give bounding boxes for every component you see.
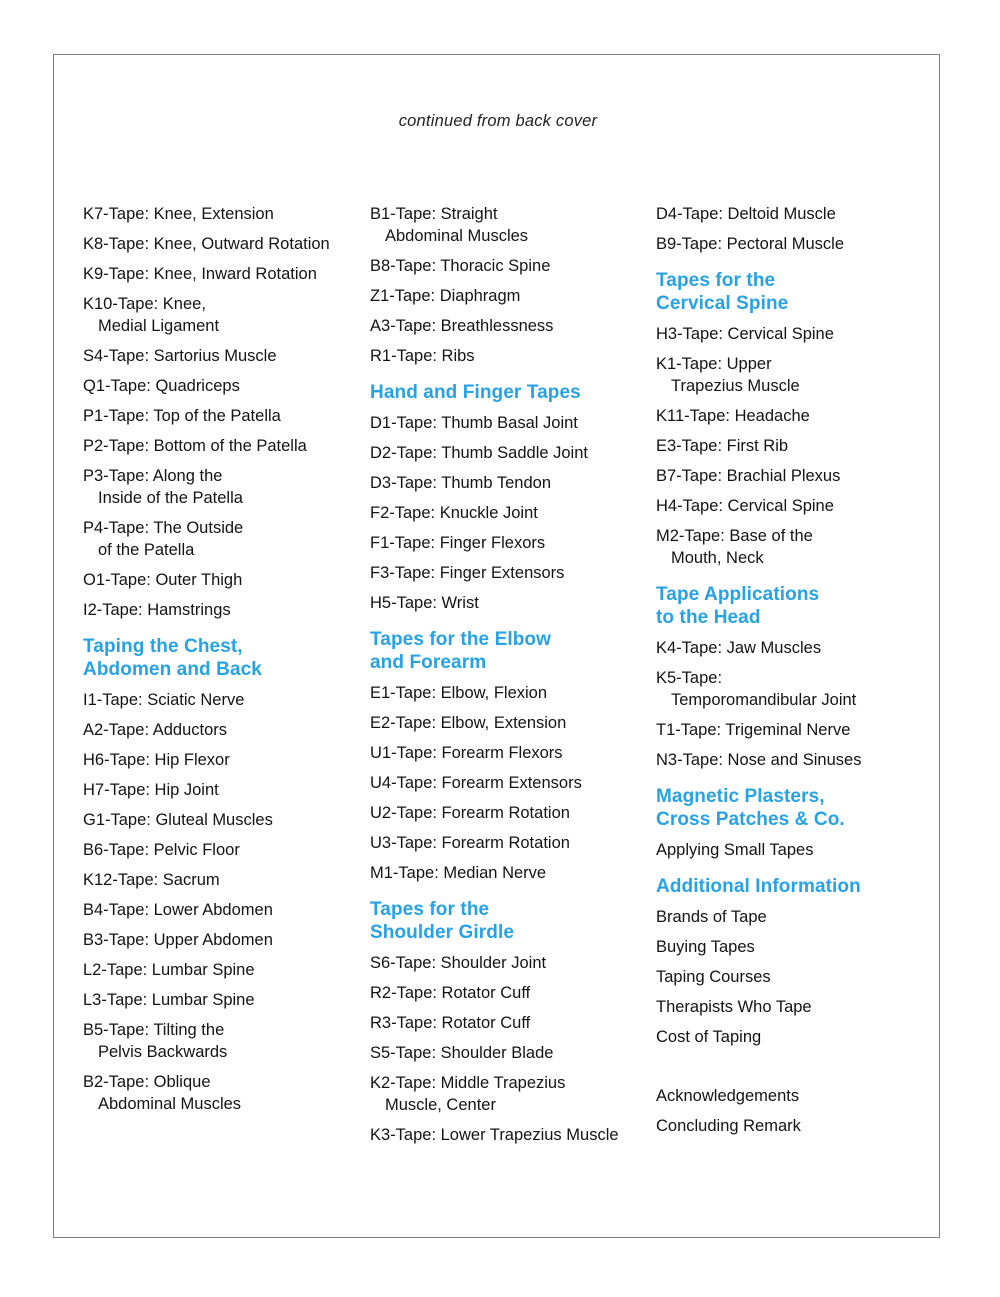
toc-entry	[370, 255, 650, 277]
toc-entry	[83, 435, 370, 457]
toc-entry-line: B9-Tape: Pectoral Muscle	[656, 235, 845, 253]
toc-entry-line: I1-Tape: Sciatic Nerve	[83, 691, 245, 709]
section-heading-line: Cervical Spine	[656, 293, 789, 314]
toc-entry	[83, 749, 370, 771]
toc-entry-line: B1-Tape: Straight	[370, 205, 498, 223]
toc-entry-line: E3-Tape: First Rib	[656, 437, 789, 455]
toc-entry	[370, 315, 650, 337]
toc-entry	[656, 749, 906, 771]
toc-entry-line: U1-Tape: Forearm Flexors	[370, 744, 563, 762]
toc-entry-line: L2-Tape: Lumbar Spine	[83, 961, 255, 979]
toc-entry-line: K11-Tape: Headache	[656, 407, 810, 425]
toc-entry-line: of the Patella	[98, 541, 195, 559]
toc-entry-line: Inside of the Patella	[98, 489, 243, 507]
toc-entry-line: B5-Tape: Tilting the	[83, 1021, 225, 1039]
toc-entry-line: S6-Tape: Shoulder Joint	[370, 954, 547, 972]
toc-entry	[656, 936, 906, 958]
toc-entry-line: K1-Tape: Upper	[656, 355, 772, 373]
toc-column-right	[656, 203, 906, 1145]
toc-entry-line: B4-Tape: Lower Abdomen	[83, 901, 273, 919]
toc-entry	[656, 525, 906, 569]
toc-entry-line: B8-Tape: Thoracic Spine	[370, 257, 551, 275]
toc-entry	[656, 435, 906, 457]
toc-entry	[83, 899, 370, 921]
section-heading	[656, 785, 906, 831]
toc-entry	[656, 465, 906, 487]
toc-entry-line: Medial Ligament	[98, 317, 220, 335]
toc-entry-line: T1-Tape: Trigeminal Nerve	[656, 721, 851, 739]
section-heading-line: Taping the Chest,	[83, 636, 243, 657]
toc-entry	[370, 862, 650, 884]
section-heading	[370, 381, 650, 404]
toc-entry-line: K4-Tape: Jaw Muscles	[656, 639, 822, 657]
toc-entry	[370, 345, 650, 367]
toc-entry	[656, 667, 906, 711]
toc-entry-line: Pelvis Backwards	[98, 1043, 228, 1061]
toc-entry	[370, 742, 650, 764]
toc-entry-line: Trapezius Muscle	[671, 377, 800, 395]
toc-entry	[83, 779, 370, 801]
toc-entry-line: P3-Tape: Along the	[83, 467, 223, 485]
toc-entry	[656, 203, 906, 225]
section-heading	[83, 635, 370, 681]
toc-entry-line: R2-Tape: Rotator Cuff	[370, 984, 531, 1002]
toc-entry	[83, 839, 370, 861]
toc-entry	[83, 345, 370, 367]
section-heading-line: Cross Patches & Co.	[656, 809, 845, 830]
toc-entry-line: H3-Tape: Cervical Spine	[656, 325, 834, 343]
toc-entry-line: H6-Tape: Hip Flexor	[83, 751, 230, 769]
toc-entry-line: B2-Tape: Oblique	[83, 1073, 211, 1091]
toc-entry	[370, 802, 650, 824]
toc-entry-line: Taping Courses	[656, 968, 771, 986]
toc-entry-line: K12-Tape: Sacrum	[83, 871, 220, 889]
toc-entry	[370, 712, 650, 734]
section-heading-line: to the Head	[656, 607, 761, 628]
toc-entry	[83, 233, 370, 255]
section-heading-line: Tapes for the Elbow	[370, 629, 552, 650]
toc-entry	[370, 1072, 650, 1116]
toc-entry	[370, 952, 650, 974]
toc-entry	[370, 532, 650, 554]
toc-entry	[83, 465, 370, 509]
toc-entry	[656, 1085, 906, 1107]
toc-entry-line: M1-Tape: Median Nerve	[370, 864, 547, 882]
toc-entry-line: R3-Tape: Rotator Cuff	[370, 1014, 531, 1032]
toc-entry-line: U2-Tape: Forearm Rotation	[370, 804, 570, 822]
section-heading-line: Magnetic Plasters,	[656, 786, 825, 807]
toc-entry-line: U3-Tape: Forearm Rotation	[370, 834, 570, 852]
toc-column-middle	[370, 203, 650, 1154]
toc-entry	[83, 517, 370, 561]
toc-entry-line: Abdominal Muscles	[98, 1095, 242, 1113]
toc-entry-line: B3-Tape: Upper Abdomen	[83, 931, 273, 949]
toc-entry	[370, 1124, 650, 1146]
toc-entry-line: U4-Tape: Forearm Extensors	[370, 774, 582, 792]
toc-entry	[83, 989, 370, 1011]
column-spacer	[656, 1056, 906, 1085]
toc-entry	[656, 637, 906, 659]
toc-entry-line: D3-Tape: Thumb Tendon	[370, 474, 552, 492]
toc-entry	[656, 1026, 906, 1048]
toc-entry-line: R1-Tape: Ribs	[370, 347, 475, 365]
toc-entry-line: Temporomandibular Joint	[671, 691, 857, 709]
toc-entry-line: Therapists Who Tape	[656, 998, 812, 1016]
section-heading-line: Shoulder Girdle	[370, 922, 515, 943]
toc-entry-line: Cost of Taping	[656, 1028, 762, 1046]
toc-entry-line: S5-Tape: Shoulder Blade	[370, 1044, 554, 1062]
toc-entry-line: K7-Tape: Knee, Extension	[83, 205, 274, 223]
section-heading	[370, 628, 650, 674]
toc-entry-line: K2-Tape: Middle Trapezius	[370, 1074, 566, 1092]
toc-entry-line: Mouth, Neck	[671, 549, 764, 567]
toc-entry-line: Brands of Tape	[656, 908, 767, 926]
toc-entry	[370, 472, 650, 494]
toc-entry-line: K10-Tape: Knee,	[83, 295, 206, 313]
toc-entry-line: P4-Tape: The Outside	[83, 519, 244, 537]
toc-entry	[656, 495, 906, 517]
toc-entry-line: Concluding Remark	[656, 1117, 801, 1135]
toc-entry	[83, 405, 370, 427]
toc-entry-line: M2-Tape: Base of the	[656, 527, 813, 545]
toc-entry-line: K9-Tape: Knee, Inward Rotation	[83, 265, 317, 283]
toc-entry-line: H4-Tape: Cervical Spine	[656, 497, 834, 515]
toc-entry-line: A2-Tape: Adductors	[83, 721, 228, 739]
toc-entry-line: Buying Tapes	[656, 938, 755, 956]
toc-entry	[370, 682, 650, 704]
toc-entry	[370, 592, 650, 614]
toc-entry-line: O1-Tape: Outer Thigh	[83, 571, 243, 589]
section-heading-line: Additional Information	[656, 876, 861, 897]
section-heading	[656, 583, 906, 629]
section-heading-line: Tapes for the	[370, 899, 490, 920]
toc-entry-line: K3-Tape: Lower Trapezius Muscle	[370, 1126, 619, 1144]
toc-entry-line: K5-Tape:	[656, 669, 723, 687]
continued-note: continued from back cover	[398, 112, 598, 130]
toc-entry-line: N3-Tape: Nose and Sinuses	[656, 751, 862, 769]
toc-entry-line: S4-Tape: Sartorius Muscle	[83, 347, 277, 365]
toc-entry	[83, 1071, 370, 1115]
toc-entry	[83, 569, 370, 591]
toc-entry-line: E2-Tape: Elbow, Extension	[370, 714, 567, 732]
toc-entry	[656, 996, 906, 1018]
toc-entry-line: H7-Tape: Hip Joint	[83, 781, 219, 799]
toc-entry-line: D2-Tape: Thumb Saddle Joint	[370, 444, 588, 462]
toc-entry-line: G1-Tape: Gluteal Muscles	[83, 811, 273, 829]
toc-entry	[83, 869, 370, 891]
toc-entry-line: L3-Tape: Lumbar Spine	[83, 991, 255, 1009]
toc-entry	[656, 353, 906, 397]
toc-entry-line: Applying Small Tapes	[656, 841, 814, 859]
toc-entry	[370, 1042, 650, 1064]
toc-entry	[370, 412, 650, 434]
toc-entry	[83, 689, 370, 711]
toc-entry-line: Acknowledgements	[656, 1087, 800, 1105]
toc-entry-line: Muscle, Center	[385, 1096, 496, 1114]
toc-entry	[370, 772, 650, 794]
toc-entry-line: F1-Tape: Finger Flexors	[370, 534, 546, 552]
toc-entry	[370, 832, 650, 854]
toc-entry-line: B6-Tape: Pelvic Floor	[83, 841, 240, 859]
toc-entry	[83, 375, 370, 397]
toc-entry	[370, 982, 650, 1004]
toc-entry-line: D4-Tape: Deltoid Muscle	[656, 205, 836, 223]
section-heading-line: Hand and Finger Tapes	[370, 382, 581, 403]
toc-entry	[656, 839, 906, 861]
section-heading-line: Abdomen and Back	[83, 659, 262, 680]
toc-entry	[656, 906, 906, 928]
toc-entry-line: A3-Tape: Breathlessness	[370, 317, 554, 335]
toc-entry	[656, 966, 906, 988]
toc-entry	[370, 502, 650, 524]
toc-entry-line: K8-Tape: Knee, Outward Rotation	[83, 235, 330, 253]
section-heading	[370, 898, 650, 944]
toc-entry	[370, 203, 650, 247]
toc-entry	[83, 719, 370, 741]
section-heading	[656, 875, 906, 898]
toc-entry-line: B7-Tape: Brachial Plexus	[656, 467, 841, 485]
toc-entry	[83, 293, 370, 337]
toc-entry	[83, 929, 370, 951]
toc-entry	[370, 285, 650, 307]
toc-entry	[656, 1115, 906, 1137]
toc-entry	[656, 405, 906, 427]
toc-entry-line: Z1-Tape: Diaphragm	[370, 287, 521, 305]
section-heading-line: Tape Applications	[656, 584, 820, 605]
toc-entry	[83, 599, 370, 621]
toc-entry-line: F3-Tape: Finger Extensors	[370, 564, 565, 582]
section-heading-line: and Forearm	[370, 652, 487, 673]
toc-entry	[370, 1012, 650, 1034]
toc-entry-line: H5-Tape: Wrist	[370, 594, 479, 612]
toc-entry	[656, 233, 906, 255]
toc-entry	[83, 809, 370, 831]
toc-entry	[370, 562, 650, 584]
toc-entry-line: P1-Tape: Top of the Patella	[83, 407, 281, 425]
section-heading	[656, 269, 906, 315]
toc-entry-line: P2-Tape: Bottom of the Patella	[83, 437, 307, 455]
section-heading-line: Tapes for the	[656, 270, 776, 291]
toc-entry	[83, 263, 370, 285]
toc-entry-line: I2-Tape: Hamstrings	[83, 601, 231, 619]
toc-entry	[83, 959, 370, 981]
toc-entry-line: Abdominal Muscles	[385, 227, 529, 245]
toc-entry	[83, 203, 370, 225]
toc-entry	[656, 323, 906, 345]
toc-entry-line: F2-Tape: Knuckle Joint	[370, 504, 538, 522]
toc-column-left	[83, 203, 370, 1123]
toc-entry-line: Q1-Tape: Quadriceps	[83, 377, 240, 395]
toc-entry	[656, 719, 906, 741]
toc-entry	[83, 1019, 370, 1063]
toc-entry-line: E1-Tape: Elbow, Flexion	[370, 684, 548, 702]
toc-entry-line: D1-Tape: Thumb Basal Joint	[370, 414, 578, 432]
toc-entry	[370, 442, 650, 464]
